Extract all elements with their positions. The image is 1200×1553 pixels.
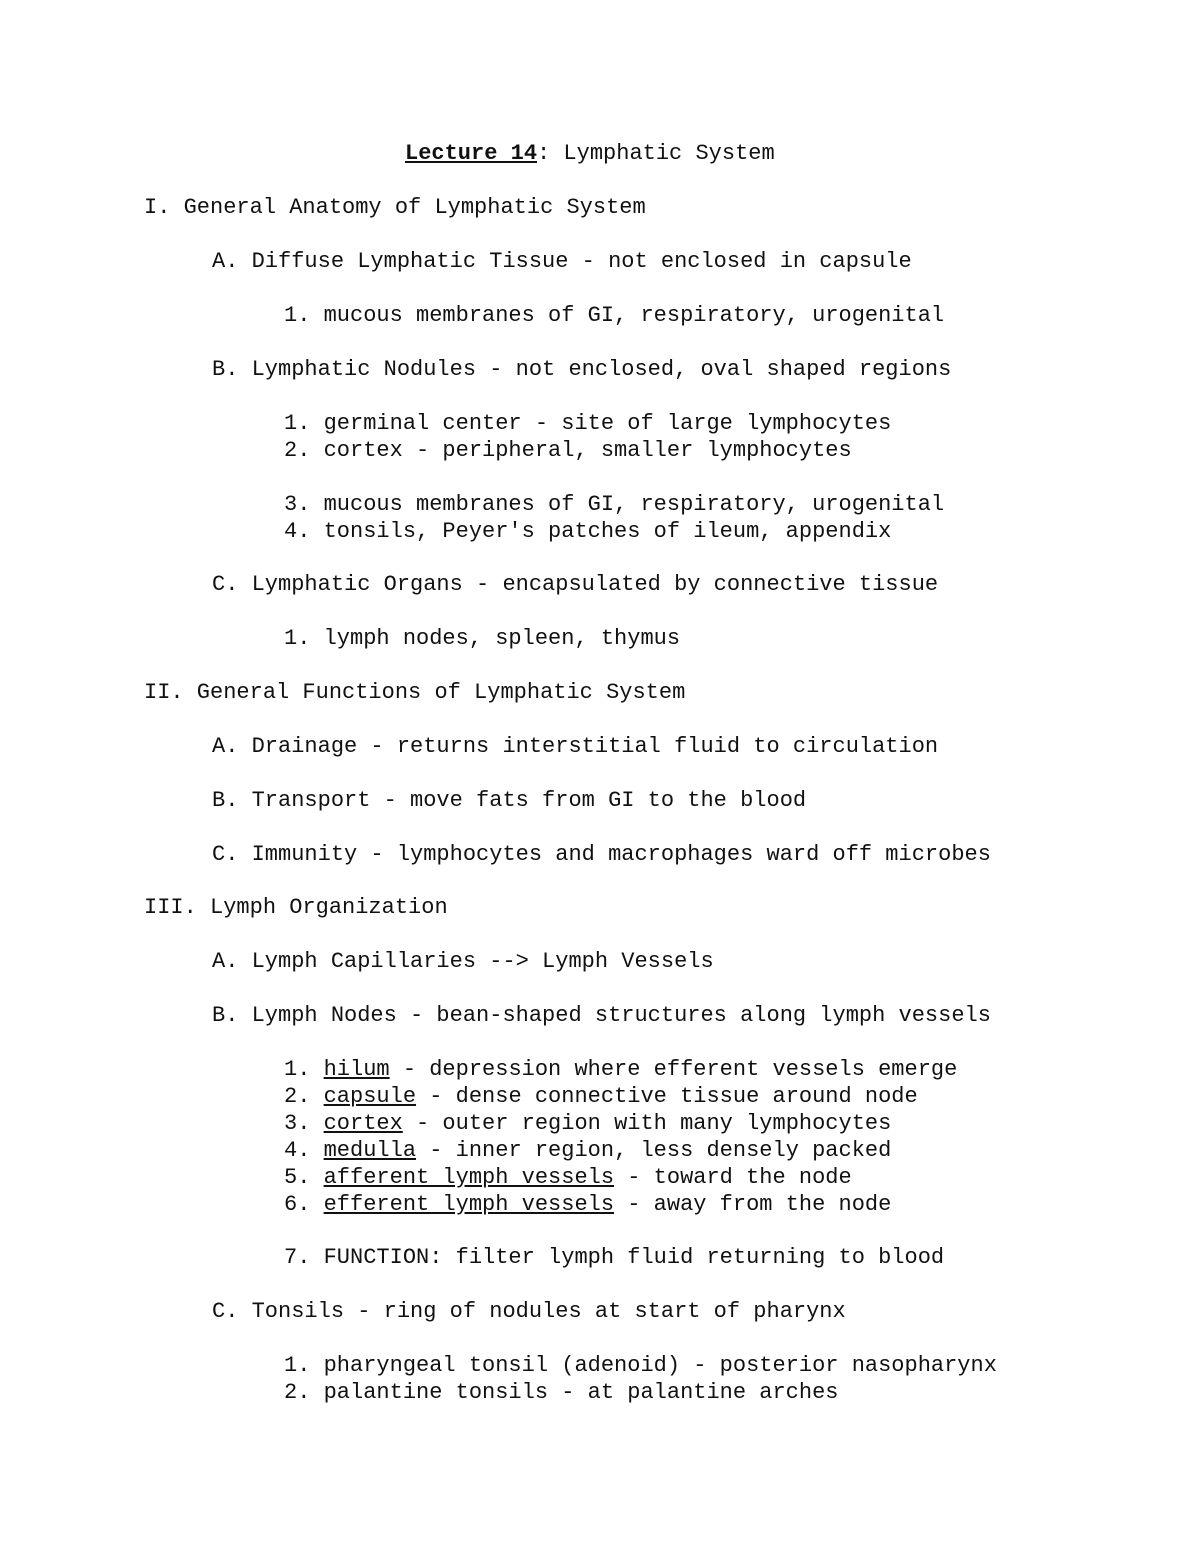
- list-item: [284, 1137, 891, 1164]
- item-description: - inner region, less densely packed: [416, 1138, 892, 1163]
- section-2b: B. Transport - move fats from GI to the blood: [212, 788, 807, 813]
- list-item: [284, 1110, 891, 1137]
- section-1b-heading: B. Lymphatic Nodules - not enclosed, oval shaped regions: [212, 357, 952, 382]
- list-item: 4. tonsils, Peyer's patches of ileum, appendix: [284, 519, 892, 544]
- lecture-number: Lecture 14: [405, 141, 538, 166]
- section-1-heading: I. General Anatomy of Lymphatic System: [144, 195, 646, 220]
- section-2-heading: II. General Functions of Lymphatic System: [144, 680, 686, 705]
- section-2a: A. Drainage - returns interstitial fluid to circulation: [212, 734, 939, 759]
- section-3c-heading: C. Tonsils - ring of nodules at start of pharynx: [212, 1299, 846, 1324]
- lecture-topic: : Lymphatic System: [537, 141, 775, 166]
- list-item: [284, 1083, 918, 1110]
- item-number: 4.: [284, 1138, 324, 1163]
- list-item: 1. mucous membranes of GI, respiratory, urogenital: [284, 303, 945, 328]
- list-item: 1. lymph nodes, spleen, thymus: [284, 626, 681, 651]
- page-title: [405, 140, 775, 167]
- list-item: 2. cortex - peripheral, smaller lymphocytes: [284, 438, 852, 463]
- item-description: - toward the node: [614, 1165, 852, 1190]
- term-efferent-lymph-vessels: efferent lymph vessels: [323, 1192, 615, 1217]
- item-description: - dense connective tissue around node: [416, 1084, 918, 1109]
- term-afferent-lymph-vessels: afferent lymph vessels: [323, 1165, 615, 1190]
- item-number: 6.: [284, 1192, 324, 1217]
- item-description: - outer region with many lymphocytes: [402, 1111, 892, 1136]
- term-hilum: hilum: [323, 1057, 390, 1082]
- list-item: 1. germinal center - site of large lymphocytes: [284, 411, 892, 436]
- list-item: [284, 1164, 852, 1191]
- list-item: 2. palantine tonsils - at palantine arches: [284, 1380, 839, 1405]
- item-number: 2.: [284, 1084, 324, 1109]
- term-capsule: capsule: [323, 1084, 417, 1109]
- item-description: - depression where efferent vessels emerge: [389, 1057, 958, 1082]
- list-item-function: 7. FUNCTION: filter lymph fluid returning to blood: [284, 1245, 945, 1270]
- section-1c-heading: C. Lymphatic Organs - encapsulated by connective tissue: [212, 572, 939, 597]
- list-item: [284, 1191, 891, 1218]
- item-number: 3.: [284, 1111, 324, 1136]
- list-item: 3. mucous membranes of GI, respiratory, urogenital: [284, 492, 945, 517]
- section-3a: A. Lymph Capillaries --> Lymph Vessels: [212, 949, 714, 974]
- item-number: 5.: [284, 1165, 324, 1190]
- term-cortex: cortex: [323, 1111, 403, 1136]
- list-item: [284, 1056, 957, 1083]
- section-2c: C. Immunity - lymphocytes and macrophages ward off microbes: [212, 842, 991, 867]
- item-description: - away from the node: [614, 1192, 892, 1217]
- section-3b-heading: B. Lymph Nodes - bean-shaped structures along lymph vessels: [212, 1003, 991, 1028]
- term-medulla: medulla: [323, 1138, 417, 1163]
- item-number: 1.: [284, 1057, 324, 1082]
- section-3-heading: III. Lymph Organization: [144, 895, 448, 920]
- list-item: 1. pharyngeal tonsil (adenoid) - posterior nasopharynx: [284, 1353, 997, 1378]
- section-1a-heading: A. Diffuse Lymphatic Tissue - not enclosed in capsule: [212, 249, 912, 274]
